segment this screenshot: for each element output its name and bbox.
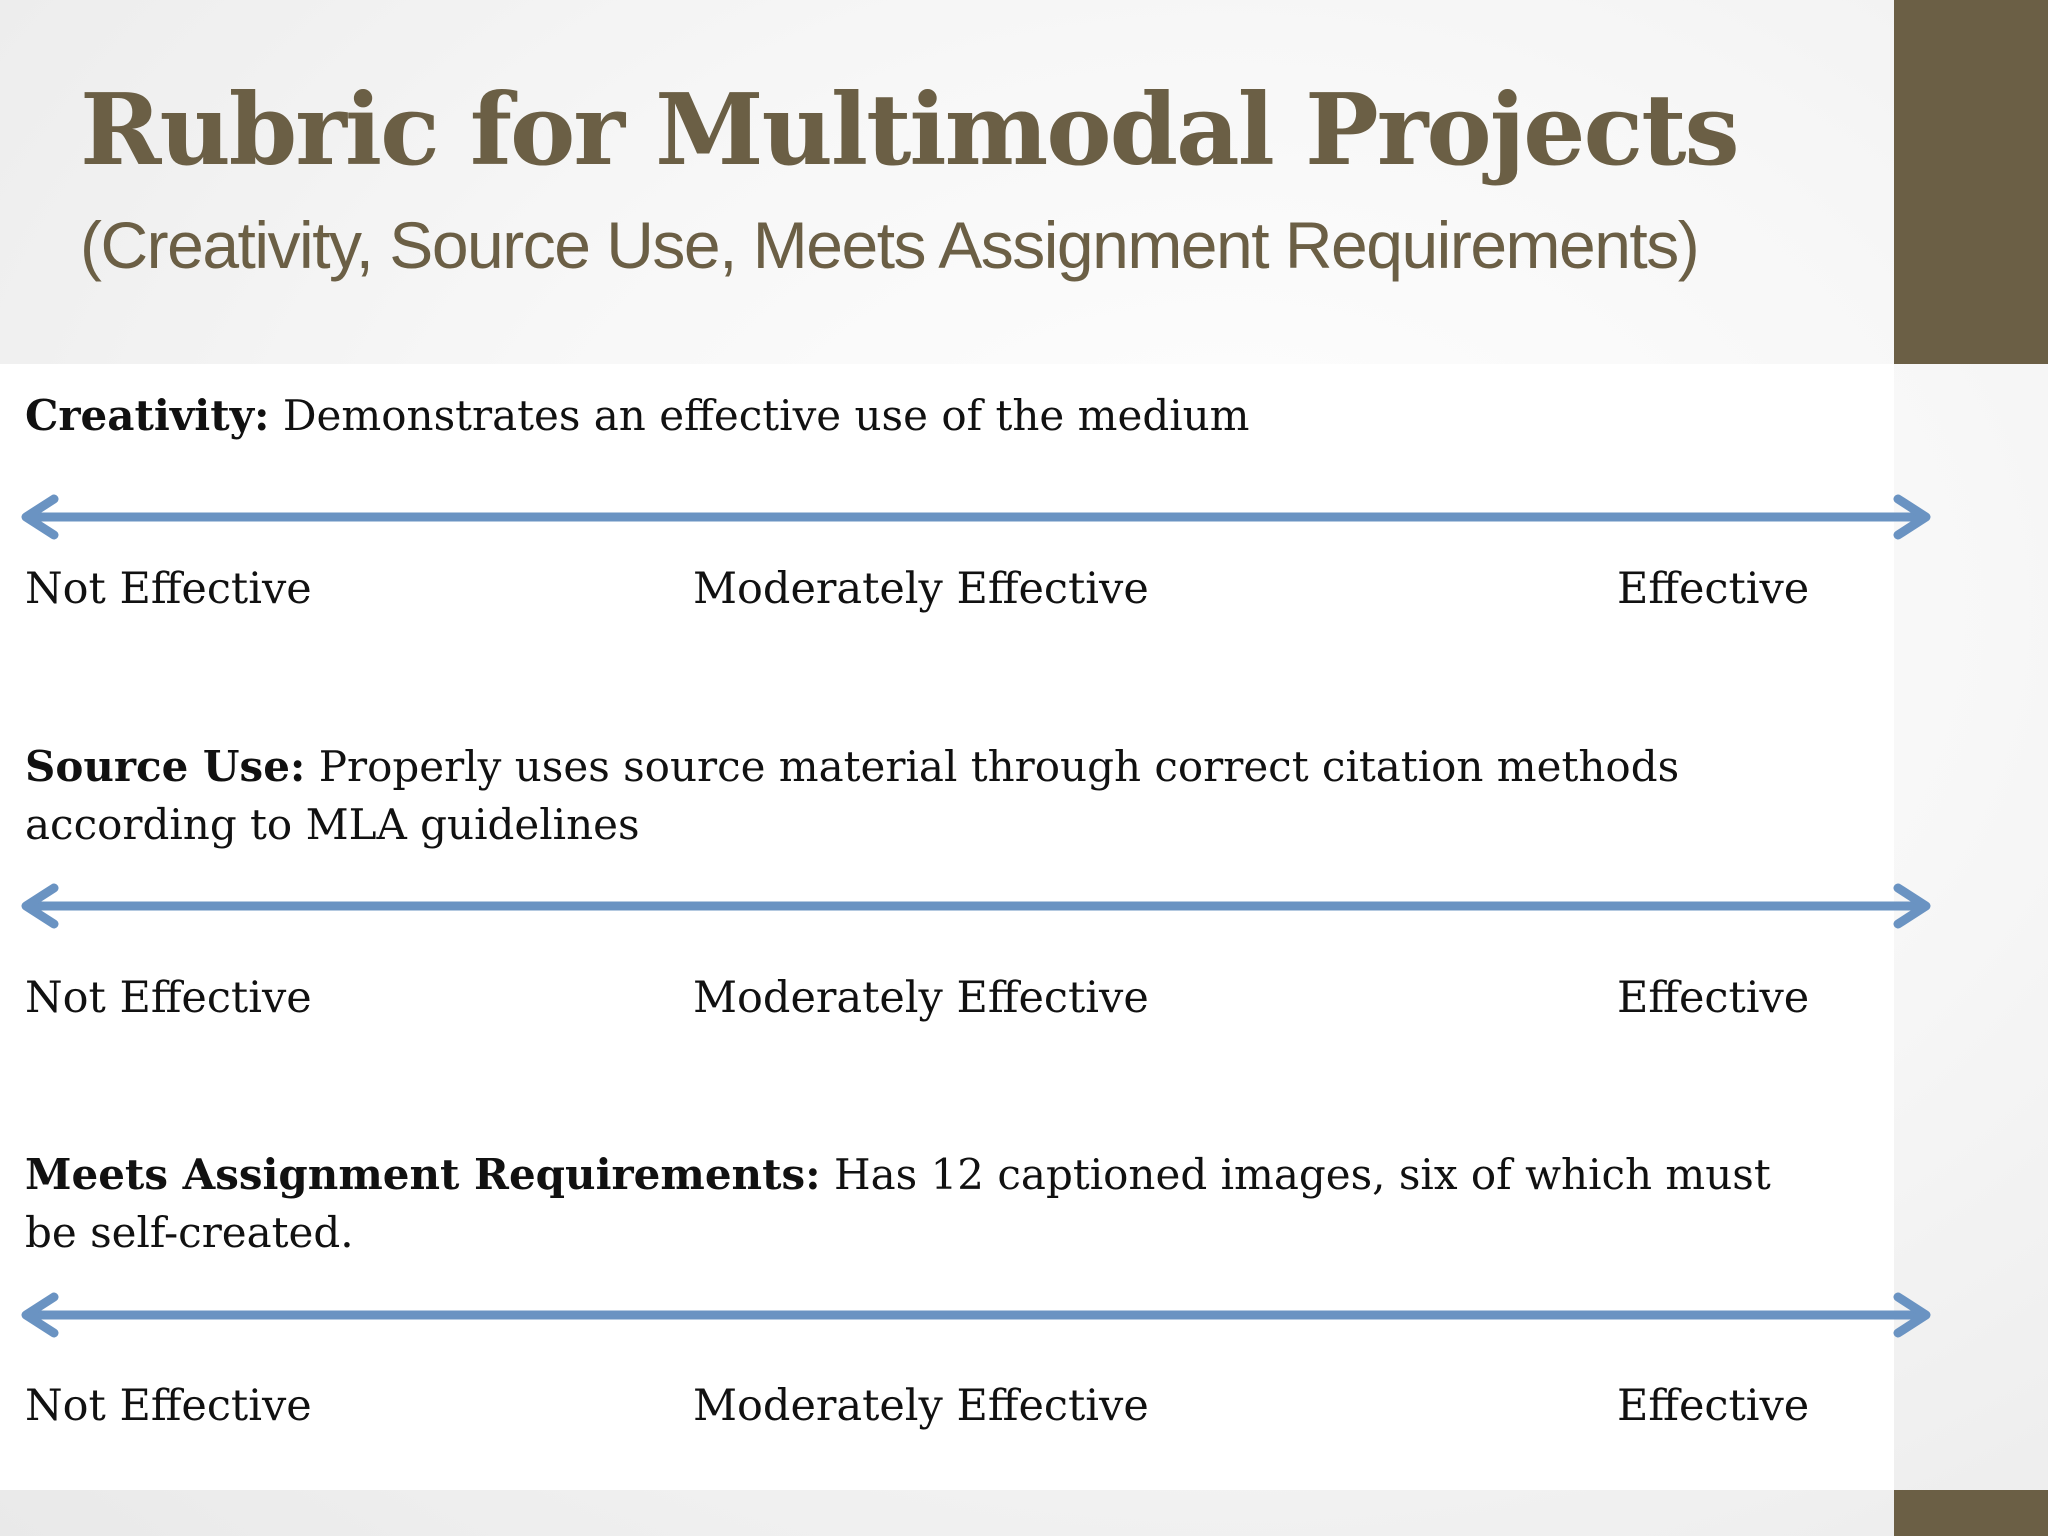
double-arrow-scale: [20, 881, 1932, 931]
criterion-name: Meets Assignment Requirements:: [25, 1150, 821, 1199]
slide-header: [0, 0, 1894, 364]
criterion-name: Source Use:: [25, 742, 306, 791]
scale-label-not-effective: Not Effective: [25, 564, 312, 614]
accent-bar-bottom: [1894, 1490, 2048, 1536]
scale-label-effective: Effective: [1617, 1381, 1810, 1431]
scale-label-moderately-effective: Moderately Effective: [693, 1381, 1149, 1431]
double-arrow-scale: [20, 492, 1932, 542]
criterion-text: Demonstrates an effective use of the medium: [282, 391, 1250, 440]
scale-label-effective: Effective: [1617, 973, 1810, 1023]
scale-label-not-effective: Not Effective: [25, 973, 312, 1023]
criterion-name: Creativity:: [25, 391, 270, 440]
scale-label-moderately-effective: Moderately Effective: [693, 564, 1149, 614]
slide-subtitle: (Creativity, Source Use, Meets Assignment Requirements): [80, 208, 1699, 282]
criterion-text: Has 12 captioned images, six of which must be self-created.: [25, 1150, 1771, 1257]
scale-label-effective: Effective: [1617, 564, 1810, 614]
criterion-description: [25, 1146, 1815, 1262]
accent-bar-top: [1894, 0, 2048, 364]
criterion-description: [25, 387, 1825, 445]
scale-label-not-effective: Not Effective: [25, 1381, 312, 1431]
scale-label-moderately-effective: Moderately Effective: [693, 973, 1149, 1023]
rubric-panel: [0, 364, 1894, 1490]
criterion-text: Properly uses source material through correct citation methods according to MLA guidelines: [25, 742, 1680, 849]
double-arrow-scale: [20, 1290, 1932, 1340]
criterion-description: [25, 738, 1685, 854]
slide-title: Rubric for Multimodal Projects: [80, 73, 1738, 188]
